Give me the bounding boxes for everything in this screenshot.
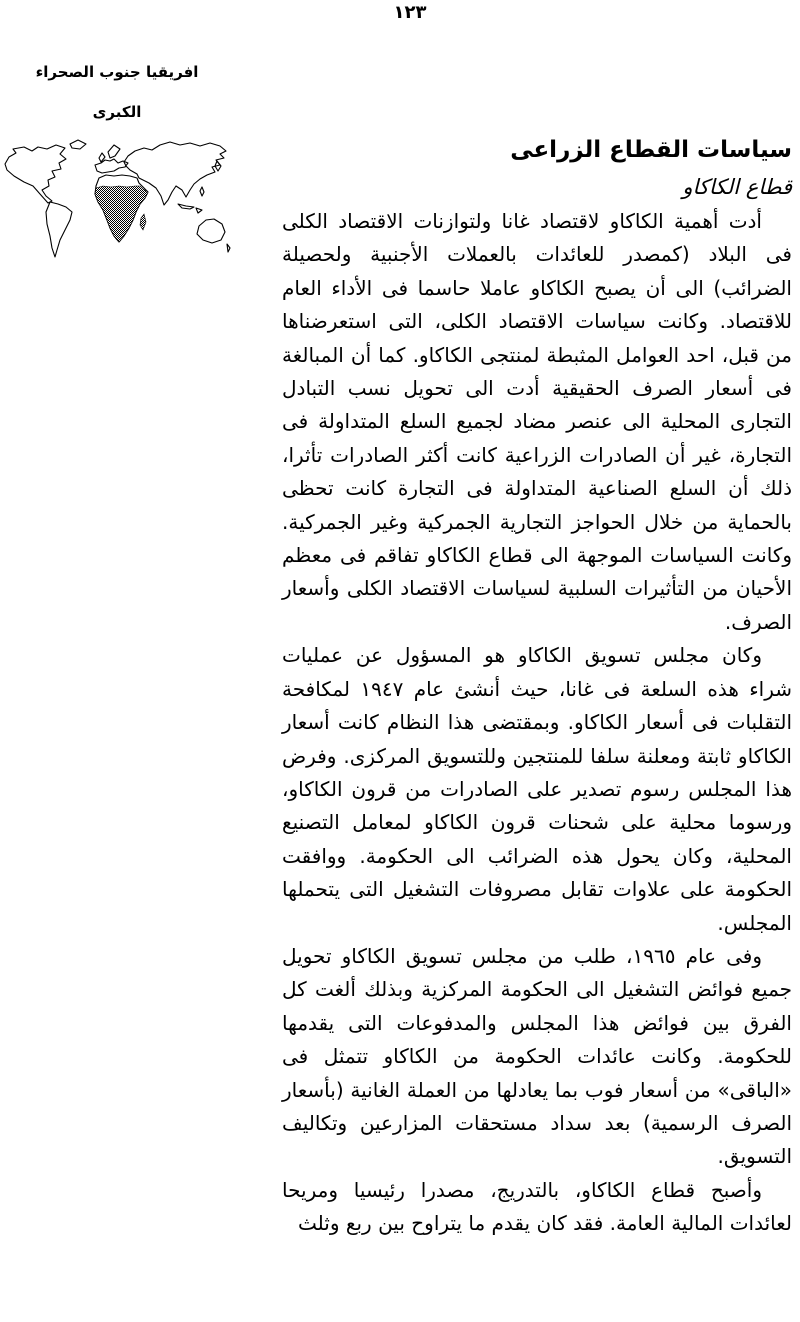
subsection-heading: قطاع الكاكاو (682, 175, 792, 199)
greenland-outline (70, 140, 86, 149)
subsaharan-africa-highlight (95, 186, 148, 242)
north-america-outline (5, 145, 66, 203)
paragraph-3: وفى عام ١٩٦٥، طلب من مجلس تسويق الكاكاو تحويل جميع فوائض التشغيل الى الحكومة المركزية وبذلك ألغت كل الفرق بين فوائض هذا المجلس والمدفوعات التى يقدمها للحكومة. وكانت عائدات الحكومة من الكاكاو تتمثل فى «الباقى» من أسعار فوب بما يعادلها من العملة الغانية (بأسعار الصرف الرسمية) بعد سداد مستحقات المزارعين وتكاليف التسويق. (282, 943, 792, 1169)
article-text-column (282, 132, 792, 1241)
world-map-graphic (2, 136, 232, 266)
section-heading: سياسات القطاع الزراعى (510, 137, 792, 163)
madagascar-highlight (140, 214, 146, 230)
map-caption-line2: الكبرى (92, 103, 142, 121)
indonesia-outline (178, 204, 194, 209)
philippines-outline (200, 187, 204, 196)
map-caption (0, 52, 234, 132)
australia-outline (197, 219, 225, 243)
map-caption-line1: افريقيا جنوب الصحراء (35, 63, 199, 81)
map-sidebar (0, 52, 234, 266)
south-america-outline (46, 202, 72, 257)
paragraph-4: وأصبح قطاع الكاكاو، بالتدريج، مصدرا رئيسيا ومريحا لعائدات المالية العامة. فقد كان يقدم ما يتراوح بين ربع وثلث (282, 1177, 792, 1236)
indonesia-east-outline (196, 208, 202, 213)
paragraph-2: وكان مجلس تسويق الكاكاو هو المسؤول عن عمليات شراء هذه السلعة فى غانا، حيث أنشئ عام ١٩٤٧ لمكافحة التقلبات فى أسعار الكاكاو. وبمقتضى هذا النظام كانت أسعار الكاكاو ثابتة ومعلنة سلفا للمنتجين وللتسويق المركزى. وفرض هذا المجلس رسوم تصدير على الصادرات من قرون الكاكاو، ورسوما محلية على شحنات قرون الكاكاو لمعامل التصنيع المحلية، وكان يحول هذه الضرائب الى الحكومة. ووافقت الحكومة على علاوات تقابل مصروفات التشغيل التى يتحملها المجلس. (282, 643, 792, 935)
paragraph-1: أدت أهمية الكاكاو لاقتصاد غانا ولتوازنات الاقتصاد الكلى فى البلاد (كمصدر للعائدات بالعملات الأجنبية ولحصيلة الضرائب) الى أن يصبح الكاكاو عاملا حاسما فى الأداء العام للاقتصاد. وكانت سياسات الاقتصاد الكلى، التى استعرضناها من قبل، احد العوامل المثبطة لمنتجى الكاكاو. كما أن المبالغة فى أسعار الصرف الحقيقية أدت الى تحويل نسب التبادل التجارى المحلية الى عنصر مضاد لجميع السلع المتداولة فى التجارة، غير أن الصادرات الزراعية كانت أكثر الصادرات تأثرا، ذلك أن السلع الصناعية المتداولة فى التجارة كانت تحظى بالحماية من خلال الحواجز التجارية الجمركية وغير الجمركية. وكانت السياسات الموجهة الى قطاع الكاكاو تفاقم فى معظم الأحيان من التأثيرات السلبية لسياسات الاقتصاد الكلى وأسعار الصرف. (282, 209, 792, 634)
new-zealand-outline (227, 244, 230, 252)
page-number: ١٢٣ (393, 2, 427, 23)
scandinavia-outline (108, 145, 120, 158)
article-body (282, 205, 792, 1241)
